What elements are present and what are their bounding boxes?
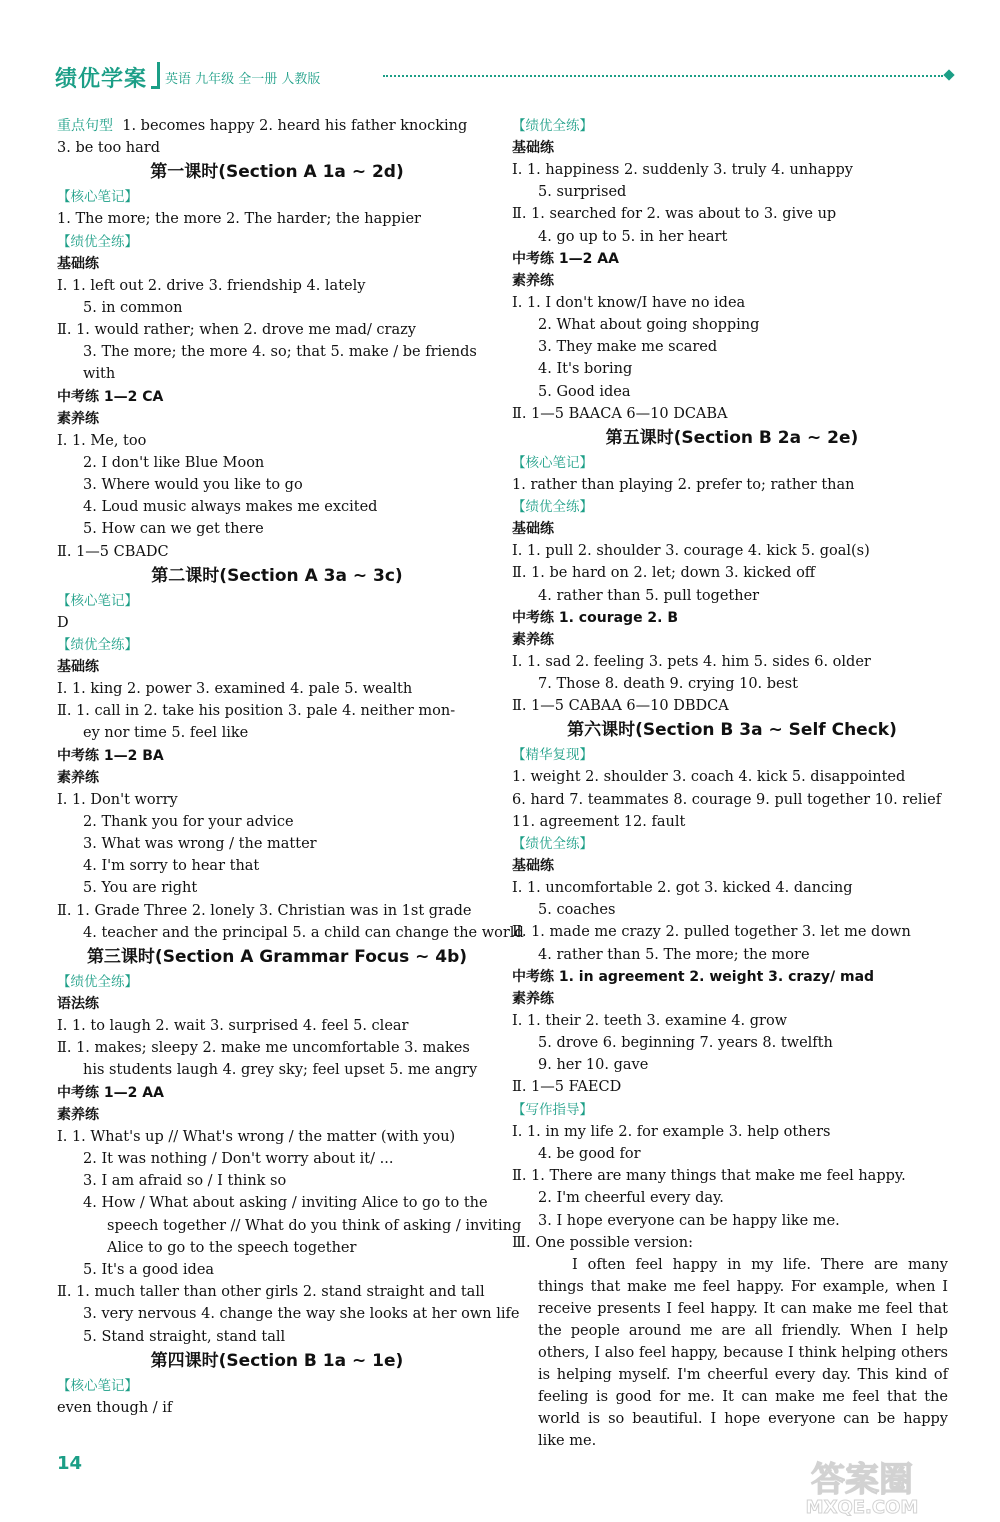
subsection-heading: 素养练 bbox=[57, 769, 99, 786]
answer-line: 5. drove 6. beginning 7. years 8. twelfth bbox=[538, 1035, 833, 1052]
header-diamond-icon bbox=[943, 69, 954, 80]
answer-line: 7. Those 8. death 9. crying 10. best bbox=[538, 676, 798, 693]
answer-line: 2. It was nothing / Don't worry about it/ ... bbox=[83, 1150, 394, 1167]
answer-line: 5. surprised bbox=[538, 184, 627, 201]
subsection-heading: 基础练 bbox=[57, 659, 99, 676]
sample-essay: I often feel happy in my life. There are many things that make me feel happy. For example, when I receive presents I feel happy. It can make me feel that the people around me are all friendly. When I help others, I also feel happy, because I think helping others is helping myself. I'm cheerful every day. This kind of feeling is good for me. It can make me feel that the world is so beautiful. I hope everyone can be happy like me. bbox=[538, 1256, 948, 1449]
answer-line: 4. How / What about asking / inviting Alice to go to the bbox=[83, 1195, 488, 1212]
answer-line: Ⅱ. 1—5 CABAA 6—10 DBDCA bbox=[512, 698, 729, 715]
answer-line: Ⅰ. 1. king 2. power 3. examined 4. pale 5. wealth bbox=[57, 681, 413, 698]
subsection-heading: 素养练 bbox=[57, 1106, 99, 1123]
watermark-bottom: MXQE.COM bbox=[805, 1497, 919, 1517]
answer-line: 2. Thank you for your advice bbox=[83, 813, 294, 830]
lesson-1-title: 第一课时(Section A 1a ~ 2d) bbox=[150, 162, 404, 183]
answer-line: 5. coaches bbox=[538, 902, 616, 919]
answer-line: 4. It's boring bbox=[538, 361, 633, 378]
brand-logo: 绩优学案 bbox=[55, 67, 148, 92]
answer-line: Ⅱ. 1—5 FAECD bbox=[512, 1079, 622, 1096]
answer-line: 9. her 10. gave bbox=[538, 1057, 649, 1074]
exam-practice-line: 中考练 1—2 CA bbox=[57, 388, 164, 405]
answer-line: Ⅱ. 1. makes; sleepy 2. make me uncomfortable 3. makes bbox=[57, 1040, 470, 1057]
answer-line: Alice to go to the speech together bbox=[107, 1239, 357, 1256]
answer-line: Ⅰ. 1. happiness 2. suddenly 3. truly 4. unhappy bbox=[512, 162, 853, 178]
answer-line: 11. agreement 12. fault bbox=[512, 813, 686, 830]
section-tag: 【绩优全练】 bbox=[57, 233, 138, 250]
subsection-heading: 基础练 bbox=[512, 140, 554, 156]
answer-line: Ⅱ. 1—5 BAACA 6—10 DCABA bbox=[512, 405, 728, 422]
exam-practice-line: 中考练 1. courage 2. B bbox=[512, 609, 679, 626]
answer-line: 5. You are right bbox=[83, 880, 198, 897]
exam-practice-line: 中考练 1—2 AA bbox=[57, 1084, 164, 1101]
subsection-heading: 素养练 bbox=[512, 990, 554, 1007]
subsection-heading: 素养练 bbox=[512, 272, 554, 289]
answer-line: speech together // What do you think of asking / inviting bbox=[107, 1217, 522, 1234]
answer-line: Ⅰ. 1. Me, too bbox=[57, 432, 147, 449]
lesson-3-title: 第三课时(Section A Grammar Focus ~ 4b) bbox=[86, 947, 468, 968]
answer-line: Ⅰ. 1. pull 2. shoulder 3. courage 4. kick 5. goal(s) bbox=[512, 543, 870, 560]
section-tag: 【核心笔记】 bbox=[57, 189, 138, 206]
answer-line: Ⅱ. 1. much taller than other girls 2. stand straight and tall bbox=[57, 1284, 485, 1301]
answer-line: Ⅰ. 1. in my life 2. for example 3. help others bbox=[512, 1123, 831, 1140]
answer-line: Ⅱ. 1. would rather; when 2. drove me mad/ crazy bbox=[57, 322, 416, 339]
book-subtitle: 英语 九年级 全一册 人教版 bbox=[165, 72, 321, 87]
answer-line: Ⅱ. 1. searched for 2. was about to 3. give up bbox=[512, 206, 837, 223]
answer-line: 4. rather than 5. pull together bbox=[538, 587, 760, 604]
subsection-heading: 基础练 bbox=[57, 255, 99, 272]
exam-practice-line: 中考练 1. in agreement 2. weight 3. crazy/ mad bbox=[512, 968, 875, 985]
answer-line: Ⅱ. 1. call in 2. take his position 3. pale 4. neither mon- bbox=[57, 703, 456, 720]
lesson-4-title: 第四课时(Section B 1a ~ 1e) bbox=[150, 1350, 404, 1371]
page-number: 14 bbox=[57, 1453, 83, 1474]
answer-line: Ⅱ. 1. made me crazy 2. pulled together 3. let me down bbox=[512, 924, 911, 941]
answer-line: Ⅰ. 1. I don't know/I have no idea bbox=[512, 294, 746, 311]
answer-line: 5. Stand straight, stand tall bbox=[83, 1328, 286, 1345]
key-sentences-line1: 1. becomes happy 2. heard his father knocking bbox=[122, 118, 468, 134]
answer-line: 5. It's a good idea bbox=[83, 1261, 215, 1278]
answer-line: his students laugh 4. grey sky; feel upset 5. me angry bbox=[83, 1062, 478, 1079]
subsection-heading: 素养练 bbox=[512, 631, 554, 648]
answer-line: 1. rather than playing 2. prefer to; rather than bbox=[512, 477, 855, 494]
section-tag: 【绩优全练】 bbox=[512, 499, 593, 516]
answer-line: Ⅰ. 1. left out 2. drive 3. friendship 4. lately bbox=[57, 277, 366, 294]
answer-line: 4. go up to 5. in her heart bbox=[538, 228, 728, 245]
subsection-heading: 基础练 bbox=[512, 521, 554, 538]
answer-line: 1. weight 2. shoulder 3. coach 4. kick 5. disappointed bbox=[512, 769, 906, 786]
answer-line: 3. What was wrong / the matter bbox=[83, 836, 317, 853]
answer-line: 2. I'm cheerful every day. bbox=[538, 1190, 724, 1207]
exam-practice-line: 中考练 1—2 BA bbox=[57, 747, 164, 764]
answer-line: 4. teacher and the principal 5. a child can change the world bbox=[83, 924, 524, 941]
answer-line: 3. I am afraid so / I think so bbox=[83, 1173, 287, 1190]
answer-line: 1. The more; the more 2. The harder; the happier bbox=[57, 211, 421, 228]
section-tag: 【核心笔记】 bbox=[57, 1377, 138, 1394]
section-tag: 【绩优全练】 bbox=[512, 836, 593, 853]
answer-line: 6. hard 7. teammates 8. courage 9. pull together 10. relief bbox=[512, 791, 942, 808]
key-sentences bbox=[57, 115, 497, 137]
lesson-6-title: 第六课时(Section B 3a ~ Self Check) bbox=[567, 720, 897, 741]
subsection-heading: 语法练 bbox=[57, 996, 99, 1013]
section-tag: 【绩优全练】 bbox=[512, 118, 593, 134]
answer-line: 4. I'm sorry to hear that bbox=[83, 858, 260, 875]
header-dotted-rule bbox=[383, 75, 943, 77]
answer-line: Ⅱ. 1. be hard on 2. let; down 3. kicked off bbox=[512, 565, 816, 582]
answer-line: even though / if bbox=[57, 1399, 173, 1416]
right-column bbox=[512, 115, 952, 1452]
watermark-top: 答案圈 bbox=[811, 1460, 913, 1500]
answer-line: Ⅰ. 1. Don't worry bbox=[57, 791, 178, 808]
answer-line: 5. How can we get there bbox=[83, 521, 264, 538]
answer-line: Ⅰ. 1. What's up // What's wrong / the matter (with you) bbox=[57, 1128, 456, 1145]
lesson-2-title: 第二课时(Section A 3a ~ 3c) bbox=[151, 565, 403, 586]
answer-line: 4. Loud music always makes me excited bbox=[83, 499, 378, 516]
page-header bbox=[55, 60, 955, 96]
watermark-logo bbox=[752, 1455, 962, 1517]
answer-line: 2. What about going shopping bbox=[538, 317, 760, 334]
answer-line: 3. The more; the more 4. so; that 5. make / be friends bbox=[83, 344, 477, 361]
answer-line: 4. rather than 5. The more; the more bbox=[538, 946, 810, 963]
answer-line: Ⅰ. 1. to laugh 2. wait 3. surprised 4. feel 5. clear bbox=[57, 1018, 409, 1035]
answer-line: 3. I hope everyone can be happy like me. bbox=[538, 1212, 840, 1229]
exam-practice-line: 中考练 1—2 AA bbox=[512, 250, 619, 267]
subsection-heading: 素养练 bbox=[57, 410, 99, 427]
left-column bbox=[57, 115, 524, 1419]
answer-line: 5. in common bbox=[83, 299, 183, 316]
answer-line: Ⅱ. 1. There are many things that make me feel happy. bbox=[512, 1168, 906, 1185]
answer-line: 4. be good for bbox=[538, 1145, 641, 1162]
answer-line: with bbox=[83, 366, 116, 383]
lesson-5-title: 第五课时(Section B 2a ~ 2e) bbox=[605, 428, 859, 449]
answer-line: Ⅰ. 1. sad 2. feeling 3. pets 4. him 5. sides 6. older bbox=[512, 653, 871, 670]
brand-bracket-decoration bbox=[151, 62, 160, 89]
answer-line: Ⅲ. One possible version: bbox=[512, 1234, 693, 1251]
section-tag: 【核心笔记】 bbox=[512, 455, 593, 472]
section-tag: 【写作指导】 bbox=[512, 1101, 593, 1118]
answer-line: D bbox=[57, 614, 69, 631]
section-tag: 【绩优全练】 bbox=[57, 637, 138, 654]
answer-line: Ⅰ. 1. their 2. teeth 3. examine 4. grow bbox=[512, 1012, 788, 1029]
key-sentences-line2: 3. be too hard bbox=[57, 140, 161, 157]
answer-line: 3. very nervous 4. change the way she looks at her own life bbox=[83, 1306, 520, 1323]
section-tag: 【精华复现】 bbox=[512, 747, 593, 764]
answer-line: 2. I don't like Blue Moon bbox=[83, 454, 265, 471]
subsection-heading: 基础练 bbox=[512, 858, 554, 875]
answer-line: 3. They make me scared bbox=[538, 339, 718, 356]
section-tag: 【绩优全练】 bbox=[57, 974, 138, 991]
key-sentences-tag: 重点句型 bbox=[57, 118, 113, 134]
answer-line: 5. Good idea bbox=[538, 383, 631, 400]
answer-line: Ⅱ. 1. Grade Three 2. lonely 3. Christian was in 1st grade bbox=[57, 902, 472, 919]
answer-line: 3. Where would you like to go bbox=[83, 477, 303, 494]
section-tag: 【核心笔记】 bbox=[57, 592, 138, 609]
answer-line: Ⅰ. 1. uncomfortable 2. got 3. kicked 4. dancing bbox=[512, 880, 853, 897]
answer-line: ey nor time 5. feel like bbox=[83, 725, 249, 742]
answer-line: Ⅱ. 1—5 CBADC bbox=[57, 543, 169, 560]
